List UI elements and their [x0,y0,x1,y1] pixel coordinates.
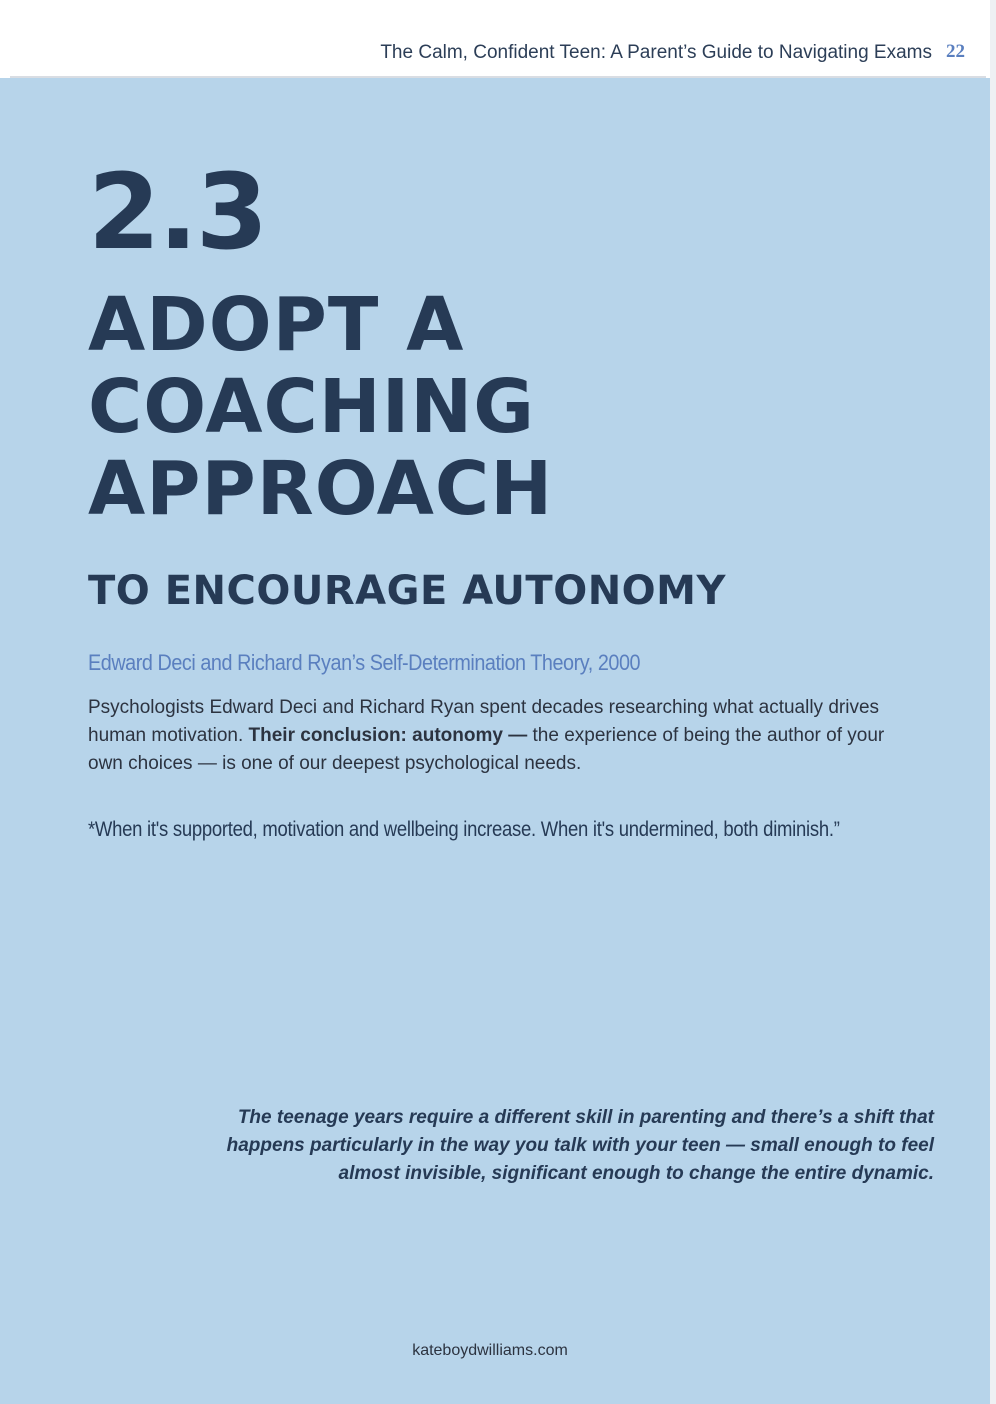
section-title-line: ADOPT A [88,282,465,368]
pull-quote: The teenage years require a different skill in parenting and there’s a shift that happens particularly in the way you talk with your teen — small enough to feel almost invisible, significant enough to change the entire dynamic. [226,1107,934,1184]
section-number: 2.3 [88,151,267,273]
book-title: The Calm, Confident Teen: A Parent’s Guide to Navigating Exams [380,42,932,63]
body-intro: Psychologists Edward Deci and Richard Ryan spent decades researching what actually drives human motivation. [88,697,880,746]
research-quote: *When it's supported, motivation and wellbeing increase. When it's undermined, both diminish.” [88,818,840,841]
source-citation: Edward Deci and Richard Ryan’s Self-Determination Theory, 2000 [88,650,641,675]
body-rest: the experience of being the author of your own choices — is one of our deepest psychological needs. [88,725,885,774]
section-title-line: COACHING [88,364,535,450]
footer-website: kateboydwilliams.com [412,1342,568,1359]
section-title-line: APPROACH [88,446,554,532]
body-emphasis: Their conclusion: autonomy — [248,725,528,746]
body-paragraph [88,694,898,778]
page-header [0,0,996,78]
page-number: 22 [946,41,965,62]
page-edge [990,0,996,1404]
section-subtitle: TO ENCOURAGE AUTONOMY [88,568,726,614]
section-title [88,284,688,530]
